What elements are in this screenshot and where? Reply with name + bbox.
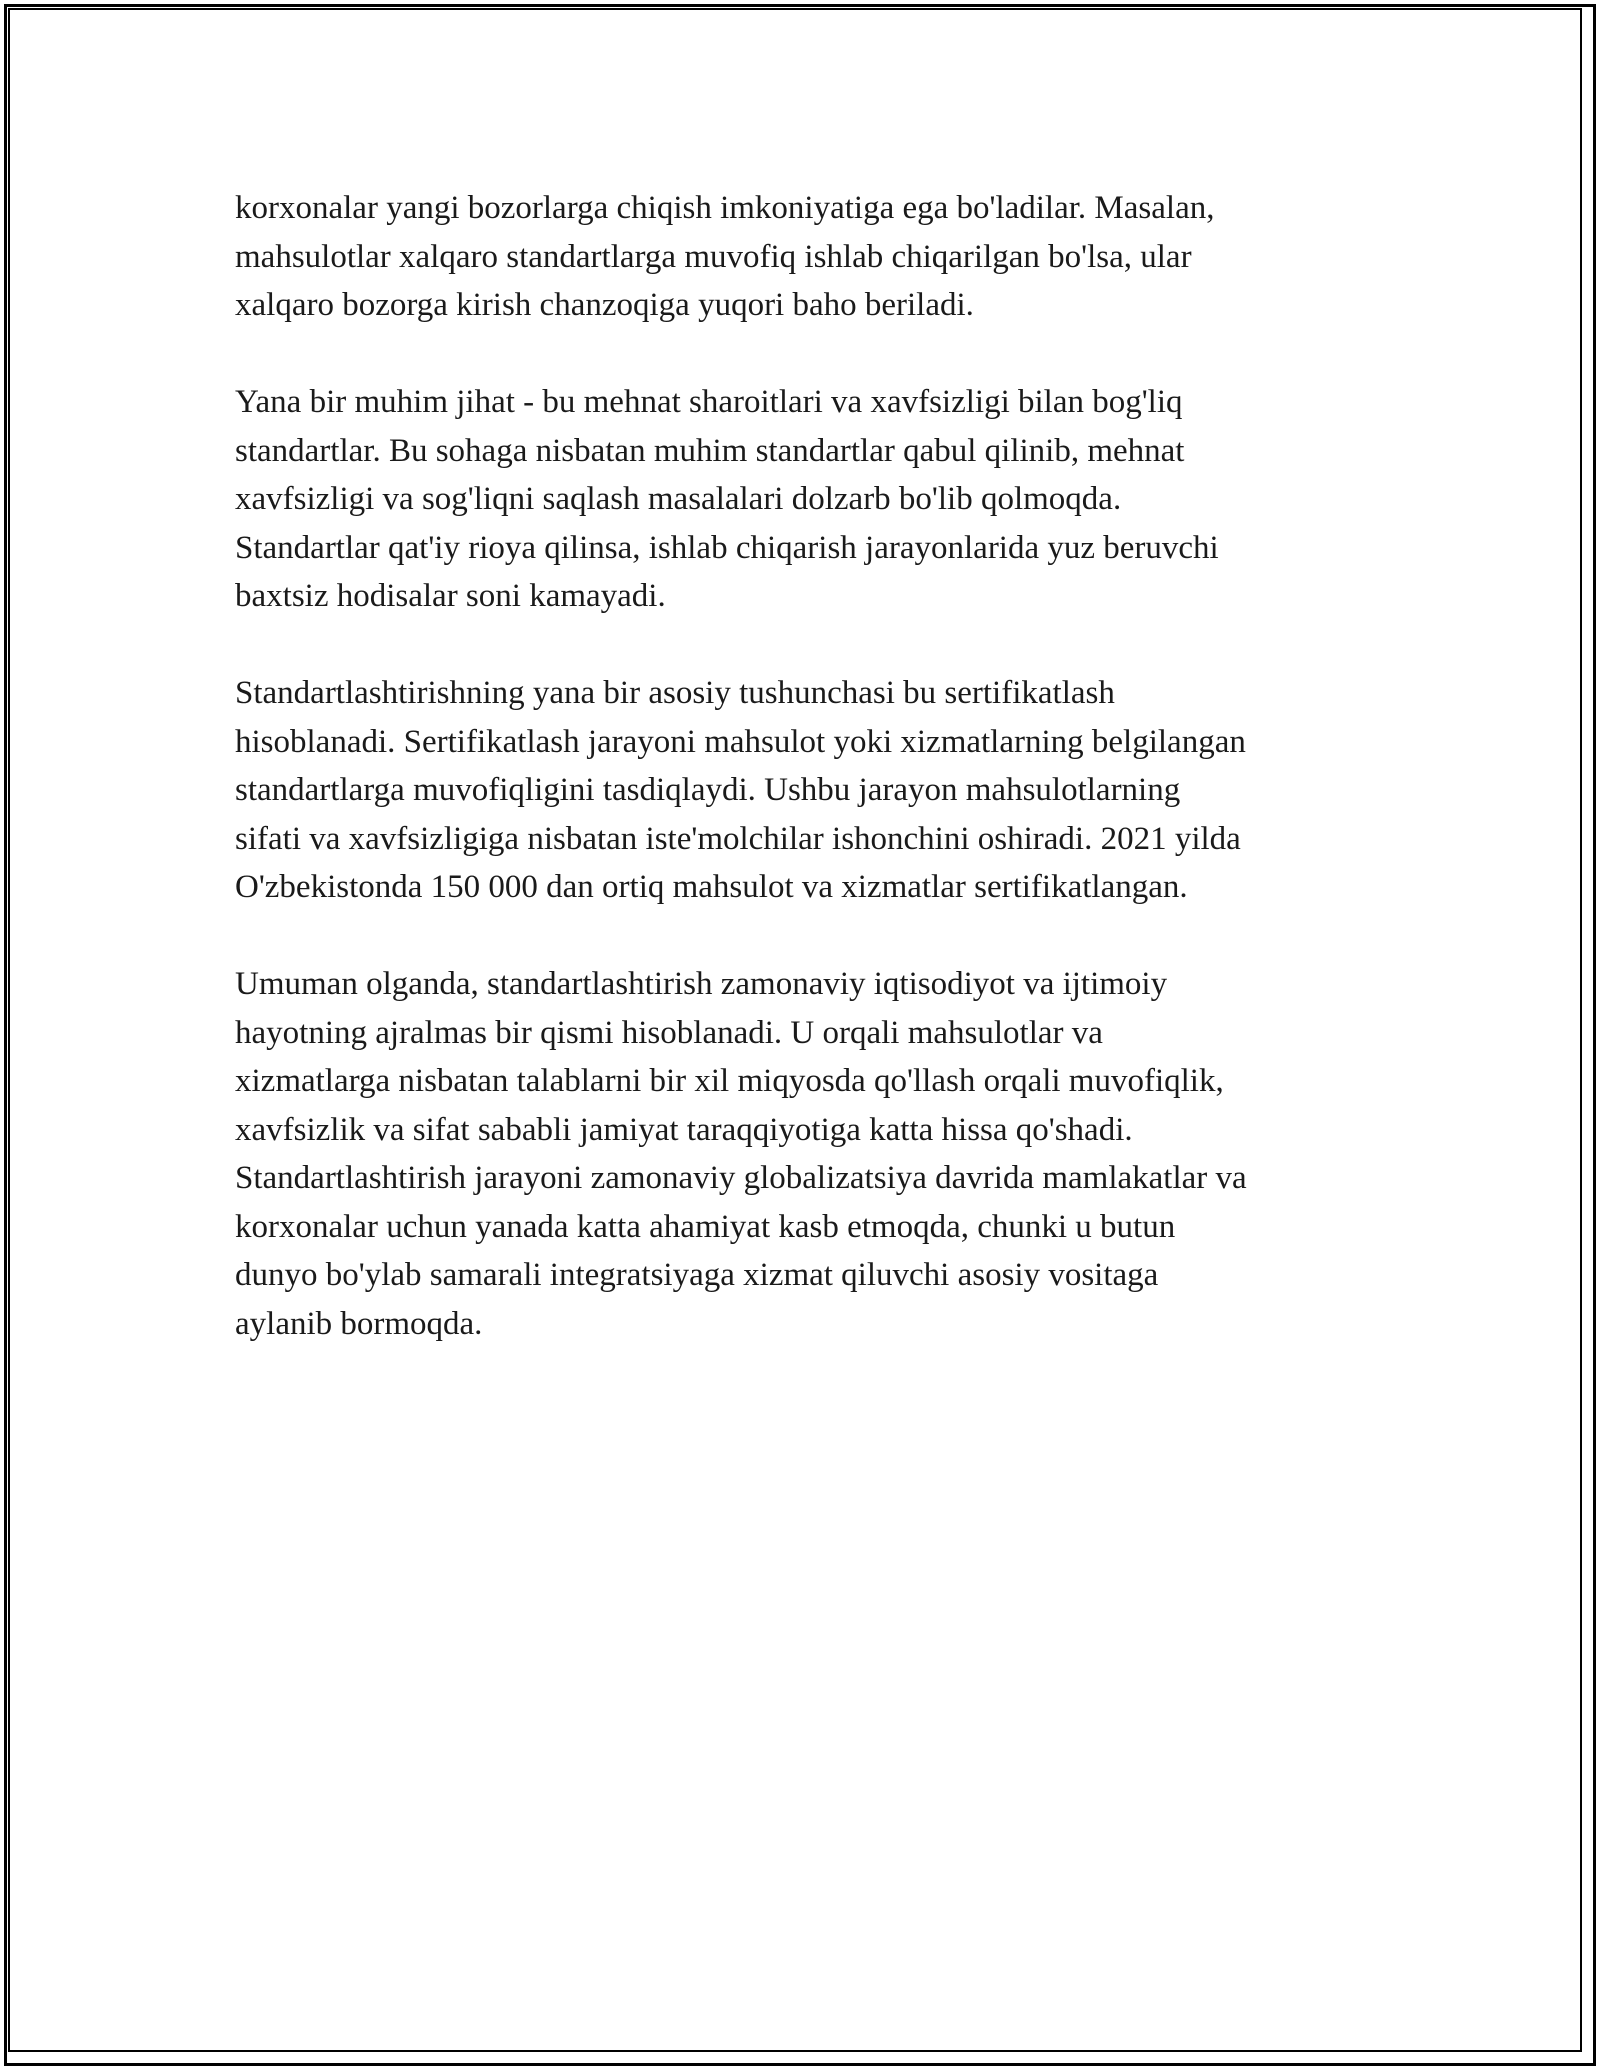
document-body [235, 184, 1375, 1397]
paragraph: korxonalar yangi bozorlarga chiqish imkoniyatiga ega bo'ladilar. Masalan, mahsulotlar xalqaro standartlarga muvofiq ishlab chiqarilgan bo'lsa, ular xalqaro bozorga kirish chanzoqiga yuqori baho beriladi. [235, 190, 1215, 323]
paragraph: Umuman olganda, standartlashtirish zamonaviy iqtisodiyot va ijtimoiy hayotning ajralmas bir qismi hisoblanadi. U orqali mahsulotlar va xizmatlarga nisbatan talablarni bir xil miqyosda qo'llash orqali muvofiqlik, xavfsizlik va sifat sababli jamiyat taraqqiyotiga katta hissa qo'shadi. Standartlashtirish jarayoni zamonaviy globalizatsiya davrida mamlakatlar va korxonalar uchun yanada katta ahamiyat kasb etmoqda, chunki u butun dunyo bo'ylab samarali integratsiyaga xizmat qiluvchi asosiy vositaga aylanib bormoqda. [235, 966, 1247, 1342]
paragraph: Yana bir muhim jihat - bu mehnat sharoitlari va xavfsizligi bilan bog'liq standartlar. Bu sohaga nisbatan muhim standartlar qabul qilinib, mehnat xavfsizligi va sog'liqni saqlash masalalari dolzarb bo'lib qolmoqda. Standartlar qat'iy rioya qilinsa, ishlab chiqarish jarayonlarida yuz beruvchi baxtsiz hodisalar soni kamayadi. [235, 384, 1219, 614]
paragraph: Standartlashtirishning yana bir asosiy tushunchasi bu sertifikatlash hisoblanadi. Sertifikatlash jarayoni mahsulot yoki xizmatlarning belgilangan standartlarga muvofiqligini tasdiqlaydi. Ushbu jarayon mahsulotlarning sifati va xavfsizligiga nisbatan iste'molchilar ishonchini oshiradi. 2021 yilda O'zbekistonda 150 000 dan ortiq mahsulot va xizmatlar sertifikatlangan. [235, 675, 1246, 905]
